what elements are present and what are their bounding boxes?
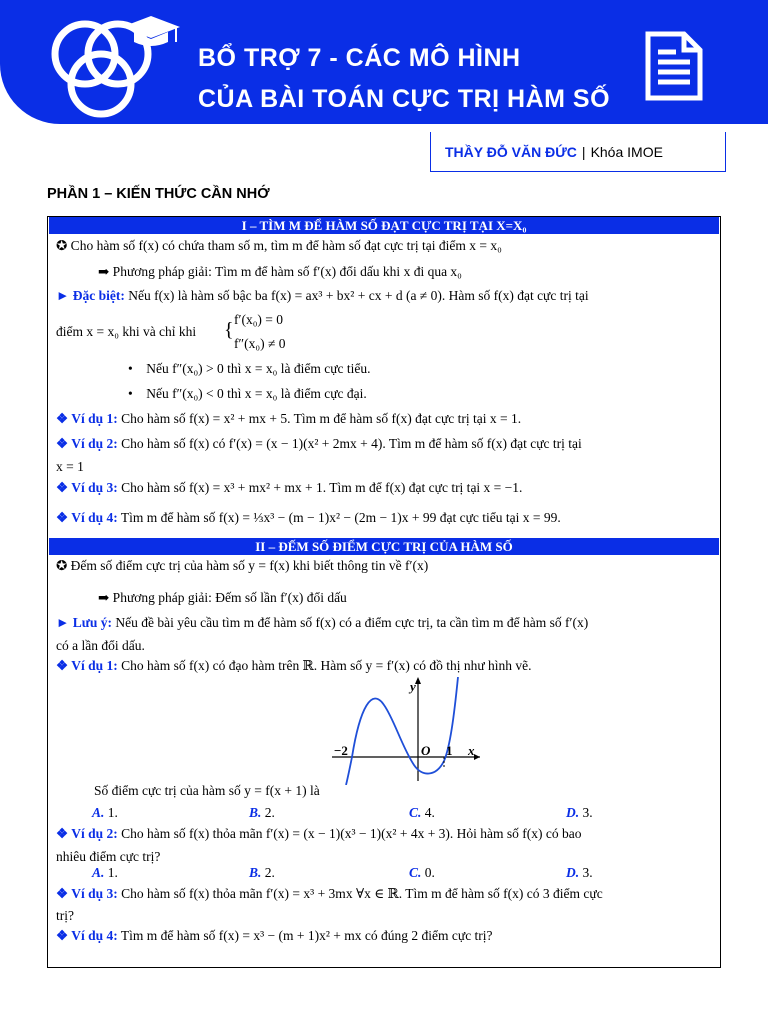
s1-ex2-text2: x = 1 bbox=[56, 459, 84, 474]
part-heading: PHẦN 1 – KIẾN THỨC CẦN NHỚ bbox=[47, 186, 270, 202]
s1-ex4-label: ❖ Ví dụ 4: bbox=[56, 510, 118, 525]
condition-1: f′(x₀) = 0 bbox=[234, 312, 284, 327]
section1-method: ➡ Phương pháp giải: Tìm m để hàm số f′(x) đổi dấu khi x đi qua x₀ bbox=[98, 264, 462, 279]
s1-ex2-label: ❖ Ví dụ 2: bbox=[56, 436, 118, 451]
graph-x-label: x bbox=[468, 743, 475, 758]
s1-ex2-text: Cho hàm số f(x) có f′(x) = (x − 1)(x² + 2mx + 4). Tìm m để hàm số f(x) đạt cực trị tại bbox=[117, 436, 582, 451]
answer-label: C. bbox=[409, 865, 422, 880]
s2-ex1-answer-b[interactable] bbox=[249, 805, 275, 821]
section2-note bbox=[56, 614, 588, 632]
s2-example-4 bbox=[56, 927, 493, 945]
condition-2: f″(x₀) ≠ 0 bbox=[234, 336, 286, 351]
s2-ex2-answer-a[interactable] bbox=[92, 865, 118, 881]
s2-ex2-answer-d[interactable] bbox=[566, 865, 593, 881]
note-text2: có a lần đổi dấu. bbox=[56, 638, 145, 653]
answer-value: 1. bbox=[107, 805, 118, 820]
s2-ex1-answer-c[interactable] bbox=[409, 805, 435, 821]
answer-value: 4. bbox=[424, 805, 435, 820]
brace: { bbox=[224, 319, 234, 341]
bullet-1: • Nếu f″(x₀) > 0 thì x = x₀ là điểm cực tiểu. bbox=[128, 361, 371, 376]
answer-label: A. bbox=[92, 805, 105, 820]
s1-ex1-text: Cho hàm số f(x) = x² + mx + 5. Tìm m để hàm số f(x) đạt cực trị tại x = 1. bbox=[117, 411, 522, 426]
s2-ex2-label: ❖ Ví dụ 2: bbox=[56, 826, 118, 841]
answer-value: 1. bbox=[107, 865, 118, 880]
note-label: ► Lưu ý: bbox=[56, 615, 112, 630]
s2-example-2 bbox=[56, 825, 582, 843]
note-text: Nếu đề bài yêu cầu tìm m để hàm số f(x) có a điểm cực trị, ta cần tìm m để hàm số f′(x) bbox=[111, 615, 589, 630]
s1-ex3-label: ❖ Ví dụ 3: bbox=[56, 480, 118, 495]
page-title-line1: BỔ TRỢ 7 - CÁC MÔ HÌNH bbox=[198, 44, 521, 72]
s2-ex3-text2: trị? bbox=[56, 908, 74, 923]
special-text: Nếu f(x) là hàm số bậc ba f(x) = ax³ + bx² + cx + d (a ≠ 0). Hàm số f(x) đạt cực trị tại bbox=[124, 288, 589, 303]
section2-method: ➡ Phương pháp giải: Đếm số lần f′(x) đổi dấu bbox=[98, 590, 347, 605]
s2-example-3 bbox=[56, 885, 603, 903]
s1-ex3-text: Cho hàm số f(x) = x³ + mx² + mx + 1. Tìm m để f(x) đạt cực trị tại x = −1. bbox=[117, 480, 523, 495]
author-name: THẦY ĐỖ VĂN ĐỨC bbox=[445, 143, 577, 160]
special-label: ► Đặc biệt: bbox=[56, 288, 125, 303]
answer-value: 3. bbox=[582, 805, 593, 820]
answer-value: 2. bbox=[264, 805, 275, 820]
s2-ex2-answer-b[interactable] bbox=[249, 865, 275, 881]
s2-ex4-text: Tìm m để hàm số f(x) = x³ − (m + 1)x² + mx có đúng 2 điểm cực trị? bbox=[117, 928, 493, 943]
s2-ex2-answer-c[interactable] bbox=[409, 865, 435, 881]
author-separator: | bbox=[581, 143, 586, 160]
answer-label: D. bbox=[566, 805, 580, 820]
section1-title: I – TÌM M ĐỂ HÀM SỐ ĐẠT CỰC TRỊ TẠI X=X₀ bbox=[49, 217, 719, 234]
bullet-1-text: Nếu f″(x₀) > 0 thì x = x₀ là điểm cực tiểu. bbox=[146, 361, 371, 376]
s2-ex1-label: ❖ Ví dụ 1: bbox=[56, 658, 118, 673]
s1-example-4 bbox=[56, 509, 561, 527]
s2-ex1-answer-a[interactable] bbox=[92, 805, 118, 821]
s2-ex1-text: Cho hàm số f(x) có đạo hàm trên ℝ. Hàm số y = f′(x) có đồ thị như hình vẽ. bbox=[117, 658, 532, 673]
s2-ex4-label: ❖ Ví dụ 4: bbox=[56, 928, 118, 943]
section1-intro: ✪ Cho hàm số f(x) có chứa tham số m, tìm m để hàm số đạt cực trị tại điểm x = x₀ bbox=[56, 238, 502, 253]
s1-example-2 bbox=[56, 435, 582, 453]
graph-one-label: 1 bbox=[446, 743, 453, 758]
s2-ex3-text: Cho hàm số f(x) thỏa mãn f′(x) = x³ + 3mx ∀x ∈ ℝ. Tìm m để hàm số f(x) có 3 điểm cực bbox=[117, 886, 603, 901]
graph-neg2-label: −2 bbox=[334, 743, 348, 758]
s1-ex1-label: ❖ Ví dụ 1: bbox=[56, 411, 118, 426]
answer-value: 3. bbox=[582, 865, 593, 880]
answer-label: B. bbox=[249, 805, 262, 820]
graduation-cap-icon bbox=[120, 14, 182, 48]
graph-origin-label: O bbox=[421, 743, 431, 758]
section1-special bbox=[56, 287, 589, 305]
answer-label: D. bbox=[566, 865, 580, 880]
header-banner bbox=[0, 0, 768, 124]
y-axis-arrow-icon bbox=[415, 677, 421, 684]
s2-ex2-text2: nhiêu điểm cực trị? bbox=[56, 849, 161, 864]
answer-label: B. bbox=[249, 865, 262, 880]
section2-intro: ✪ Đếm số điểm cực trị của hàm số y = f(x) khi biết thông tin về f′(x) bbox=[56, 558, 429, 573]
answer-label: C. bbox=[409, 805, 422, 820]
page-title-line2: CỦA BÀI TOÁN CỰC TRỊ HÀM SỐ bbox=[198, 85, 611, 113]
s2-ex1-question: Số điểm cực trị của hàm số y = f(x + 1) là bbox=[94, 783, 320, 798]
s2-ex2-text: Cho hàm số f(x) thỏa mãn f′(x) = (x − 1)(x³ − 1)(x² + 4x + 3). Hỏi hàm số f(x) có bao bbox=[117, 826, 582, 841]
section1-condition: điểm x = x₀ khi và chỉ khi bbox=[56, 324, 197, 339]
derivative-graph bbox=[332, 677, 482, 785]
author-box bbox=[430, 132, 726, 172]
s2-ex1-answer-d[interactable] bbox=[566, 805, 593, 821]
answer-label: A. bbox=[92, 865, 105, 880]
bullet-2: • Nếu f″(x₀) < 0 thì x = x₀ là điểm cực đại. bbox=[128, 386, 367, 401]
s2-ex3-label: ❖ Ví dụ 3: bbox=[56, 886, 118, 901]
content-frame bbox=[47, 216, 721, 968]
course-name: Khóa IMOE bbox=[590, 143, 663, 160]
document-icon bbox=[642, 30, 706, 102]
graph-y-label: y bbox=[410, 679, 416, 694]
answer-value: 0. bbox=[424, 865, 435, 880]
x-axis-arrow-icon bbox=[474, 754, 480, 760]
s2-example-1 bbox=[56, 657, 532, 675]
section2-title: II – ĐẾM SỐ ĐIỂM CỰC TRỊ CỦA HÀM SỐ bbox=[49, 538, 719, 555]
s1-ex4-text: Tìm m để hàm số f(x) = ⅓x³ − (m − 1)x² − (2m − 1)x + 99 đạt cực tiểu tại x = 99. bbox=[117, 510, 561, 525]
bullet-2-text: Nếu f″(x₀) < 0 thì x = x₀ là điểm cực đại. bbox=[146, 386, 367, 401]
s1-example-1 bbox=[56, 410, 521, 428]
answer-value: 2. bbox=[264, 865, 275, 880]
s1-example-3 bbox=[56, 479, 522, 497]
